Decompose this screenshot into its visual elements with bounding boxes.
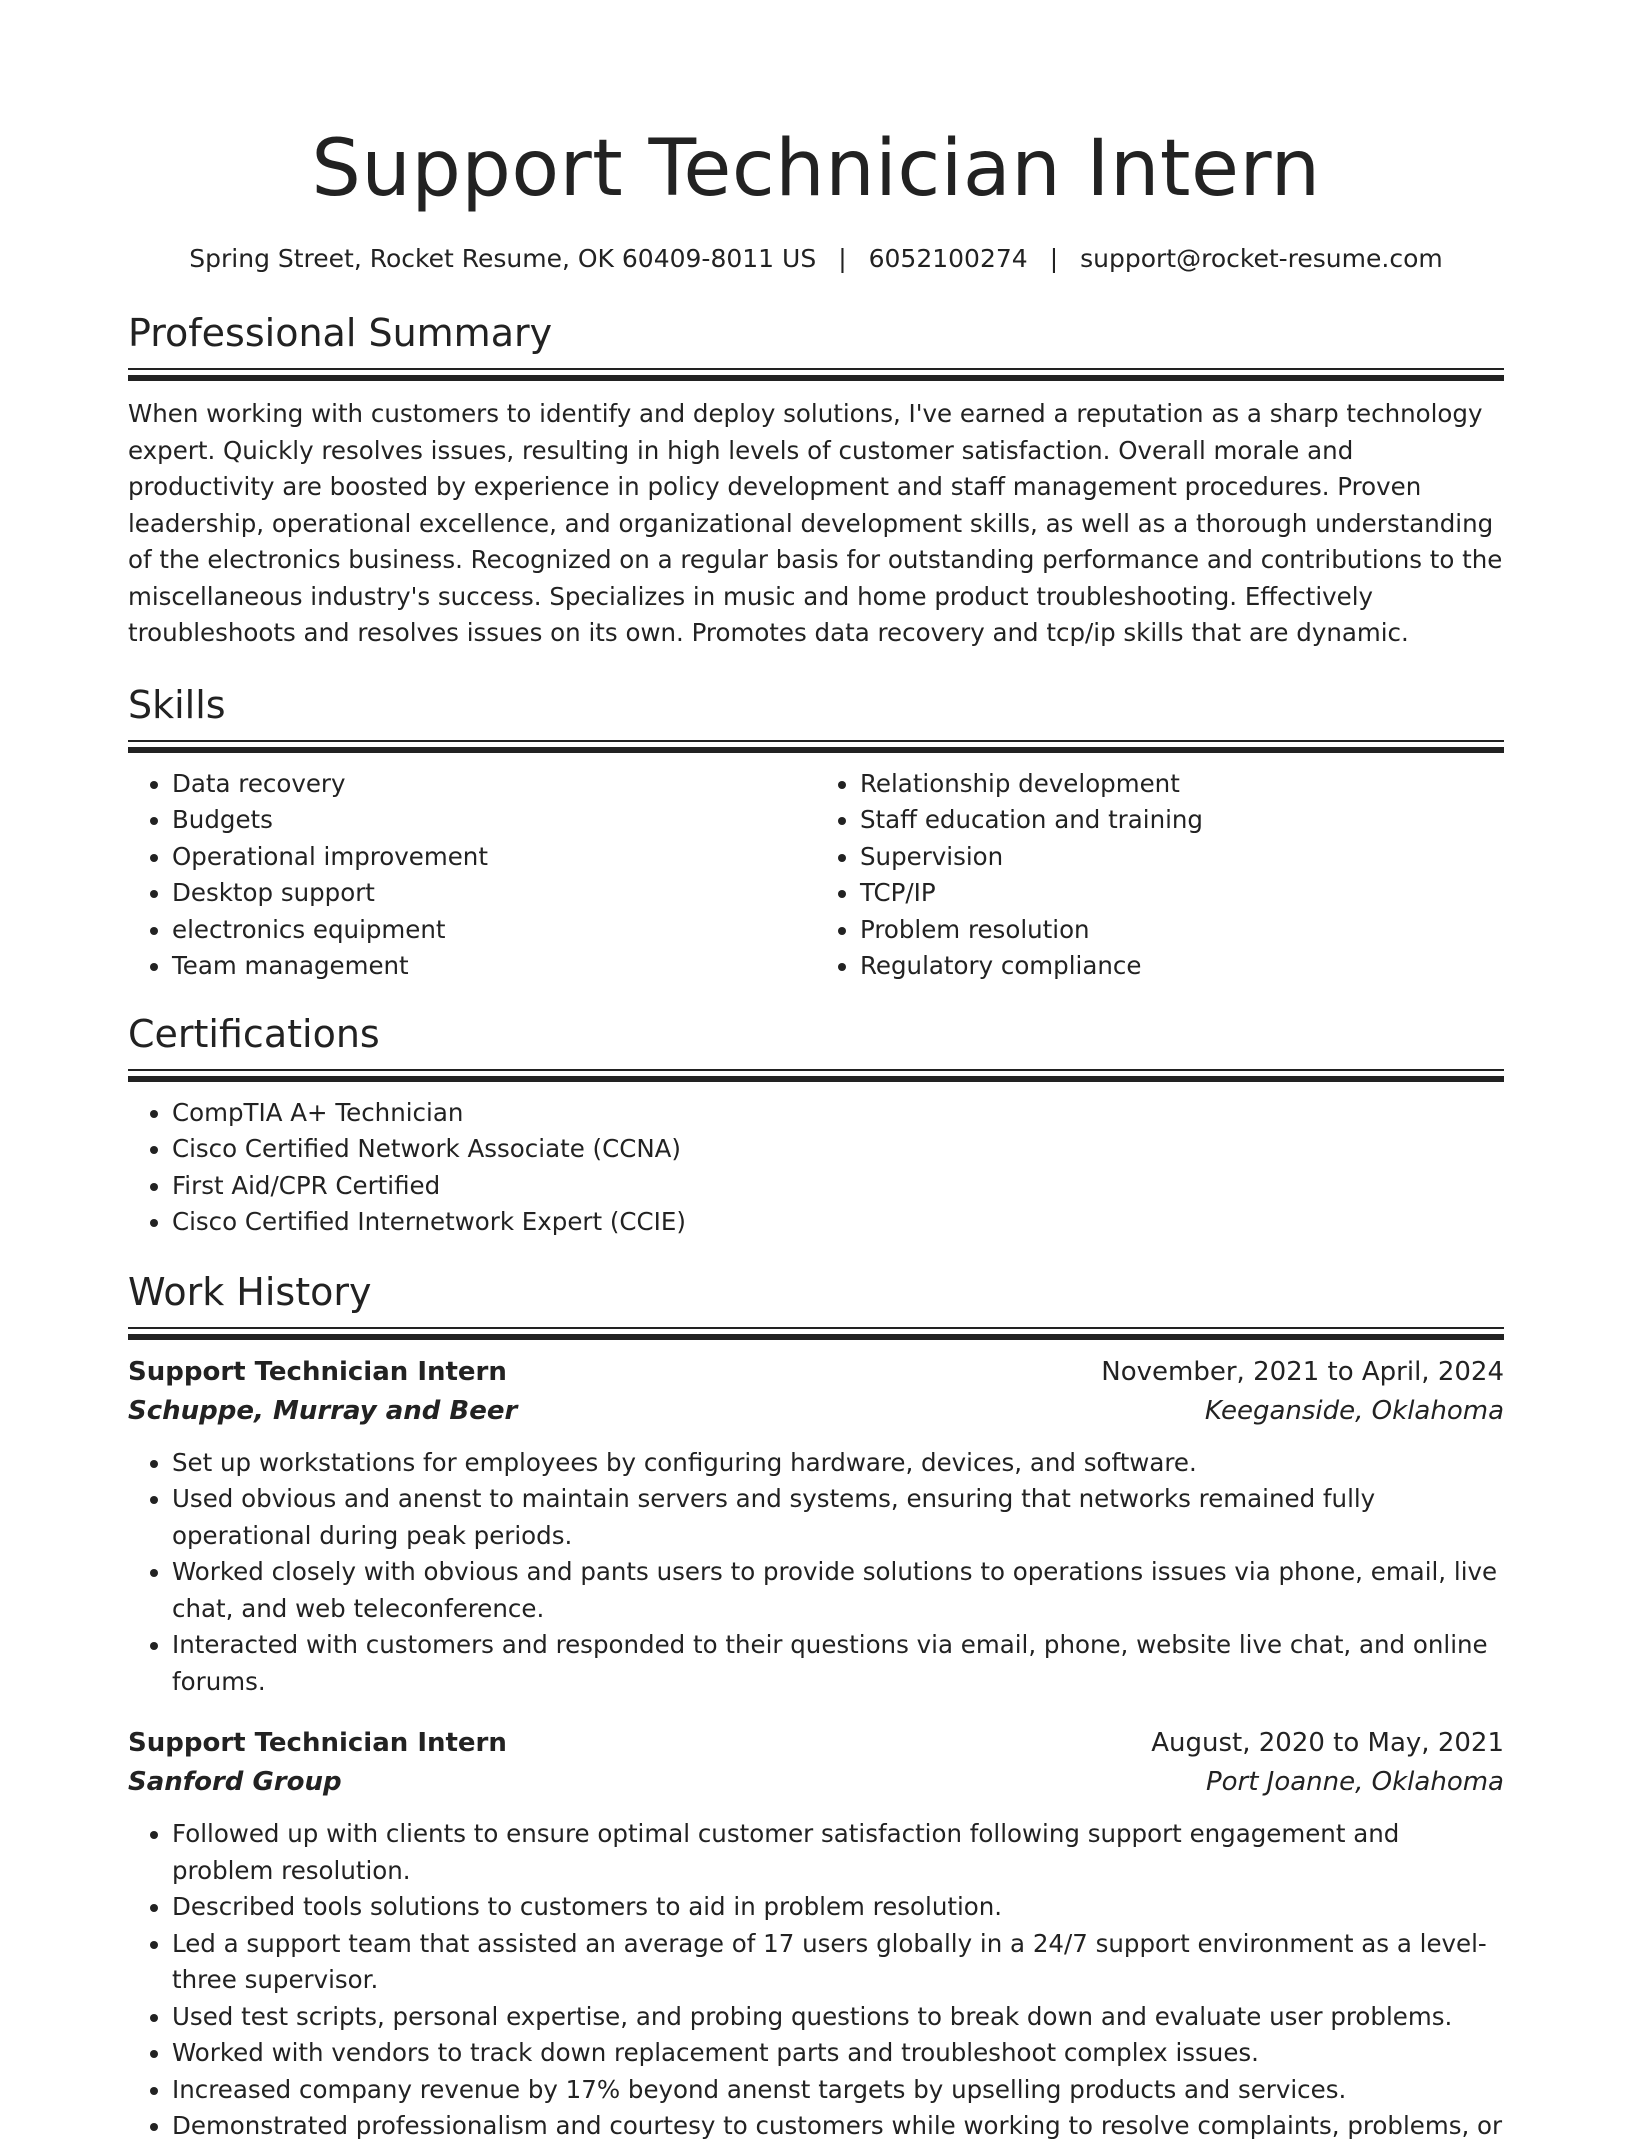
skill-item: • electronics equipment bbox=[172, 912, 816, 949]
section-divider bbox=[128, 368, 1504, 382]
skills-list-left bbox=[128, 766, 816, 985]
contact-separator: | bbox=[838, 244, 847, 273]
job-company: Sanford Group bbox=[128, 1767, 342, 1797]
job-bullet: • Increased company revenue by 17% beyond anenst targets by upselling products and services. bbox=[172, 2072, 1504, 2109]
job-bullet: • Worked with vendors to track down replacement parts and troubleshoot complex issues. bbox=[172, 2035, 1504, 2072]
skill-item: • Regulatory compliance bbox=[860, 948, 1504, 985]
skills-list-right bbox=[816, 766, 1504, 985]
skills-columns bbox=[128, 766, 1504, 985]
skill-item: • Supervision bbox=[860, 839, 1504, 876]
skill-item: • TCP/IP bbox=[860, 875, 1504, 912]
contact-phone: 6052100274 bbox=[868, 244, 1028, 273]
skill-item: • Data recovery bbox=[172, 766, 816, 803]
job-location: Port Joanne, Oklahoma bbox=[1205, 1767, 1504, 1797]
job-bullet: • Described tools solutions to customers to aid in problem resolution. bbox=[172, 1889, 1504, 1926]
contact-line bbox=[128, 242, 1504, 276]
job-bullet: • Set up workstations for employees by configuring hardware, devices, and software. bbox=[172, 1445, 1504, 1482]
job-bullet: • Used test scripts, personal expertise, and probing questions to break down and evaluate user problems. bbox=[172, 1999, 1504, 2036]
skills-heading: Skills bbox=[128, 682, 226, 727]
certifications-list bbox=[128, 1095, 1504, 1241]
section-divider bbox=[128, 1327, 1504, 1341]
certification-item: • CompTIA A+ Technician bbox=[172, 1095, 1504, 1132]
job-bullet: • Interacted with customers and responded to their questions via email, phone, website live chat, and online forums. bbox=[172, 1627, 1504, 1700]
section-divider bbox=[128, 740, 1504, 754]
summary-text: When working with customers to identify and deploy solutions, I've earned a reputation as a sharp technology expert. Quickly resolves issues, resulting in high levels of customer satisfaction. Overall morale and productivity are boosted by experience in policy development and staff management procedures. Proven leadership, operational excellence, and organizational development skills, as well as a thorough understanding of the electronics business. Recognized on a regular basis for outstanding performance and contributions to the miscellaneous industry's success. Specializes in music and home product troubleshooting. Effectively troubleshoots and resolves issues on its own. Promotes data recovery and tcp/ip skills that are dynamic. bbox=[128, 399, 1503, 647]
job-bullets bbox=[128, 1445, 1504, 1701]
job-title: Support Technician Intern bbox=[128, 1356, 507, 1387]
job-dates: November, 2021 to April, 2024 bbox=[1101, 1356, 1504, 1387]
certification-item: • Cisco Certified Internetwork Expert (CCIE) bbox=[172, 1204, 1504, 1241]
skill-item: • Relationship development bbox=[860, 766, 1504, 803]
job-bullet: • Used obvious and anenst to maintain servers and systems, ensuring that networks remained fully operational during peak periods. bbox=[172, 1481, 1504, 1554]
summary-heading: Professional Summary bbox=[128, 311, 553, 355]
summary-section bbox=[128, 308, 1504, 652]
job-entry bbox=[128, 1353, 1504, 1701]
skill-item: • Desktop support bbox=[172, 875, 816, 912]
job-entry bbox=[128, 1724, 1504, 2145]
contact-address: Spring Street, Rocket Resume, OK 60409-8011 US bbox=[189, 244, 817, 273]
job-bullet: • Worked closely with obvious and pants users to provide solutions to operations issues via phone, email, live chat, and web teleconference. bbox=[172, 1554, 1504, 1627]
job-dates: August, 2020 to May, 2021 bbox=[1151, 1728, 1504, 1758]
skills-section bbox=[128, 680, 1504, 985]
certifications-heading: Certifications bbox=[128, 1011, 380, 1056]
certification-item: • Cisco Certified Network Associate (CCNA) bbox=[172, 1131, 1504, 1168]
skill-item: • Budgets bbox=[172, 802, 816, 839]
contact-separator: | bbox=[1049, 244, 1059, 273]
job-location: Keeganside, Oklahoma bbox=[1204, 1395, 1504, 1426]
job-bullet: • Demonstrated professionalism and courtesy to customers while working to resolve complaints, problems, or bbox=[172, 2108, 1504, 2145]
job-company: Schuppe, Murray and Beer bbox=[128, 1395, 518, 1426]
contact-email: support@rocket-resume.com bbox=[1080, 244, 1443, 273]
job-title: Support Technician Intern bbox=[128, 1728, 507, 1758]
certification-item: • First Aid/CPR Certified bbox=[172, 1168, 1504, 1205]
skill-item: • Team management bbox=[172, 948, 816, 985]
work-history-heading: Work History bbox=[128, 1269, 372, 1314]
resume-name: Support Technician Intern bbox=[311, 124, 1321, 214]
skill-item: • Problem resolution bbox=[860, 912, 1504, 949]
skill-item: • Operational improvement bbox=[172, 839, 816, 876]
section-divider bbox=[128, 1069, 1504, 1083]
job-bullet: • Led a support team that assisted an average of 17 users globally in a 24/7 support environment as a level-three supervisor. bbox=[172, 1926, 1504, 1999]
certifications-section bbox=[128, 1009, 1504, 1241]
job-bullets bbox=[128, 1816, 1504, 2145]
work-history-section bbox=[128, 1267, 1504, 2145]
job-bullet: • Followed up with clients to ensure optimal customer satisfaction following support engagement and problem resolution. bbox=[172, 1816, 1504, 1889]
skill-item: • Staff education and training bbox=[860, 802, 1504, 839]
